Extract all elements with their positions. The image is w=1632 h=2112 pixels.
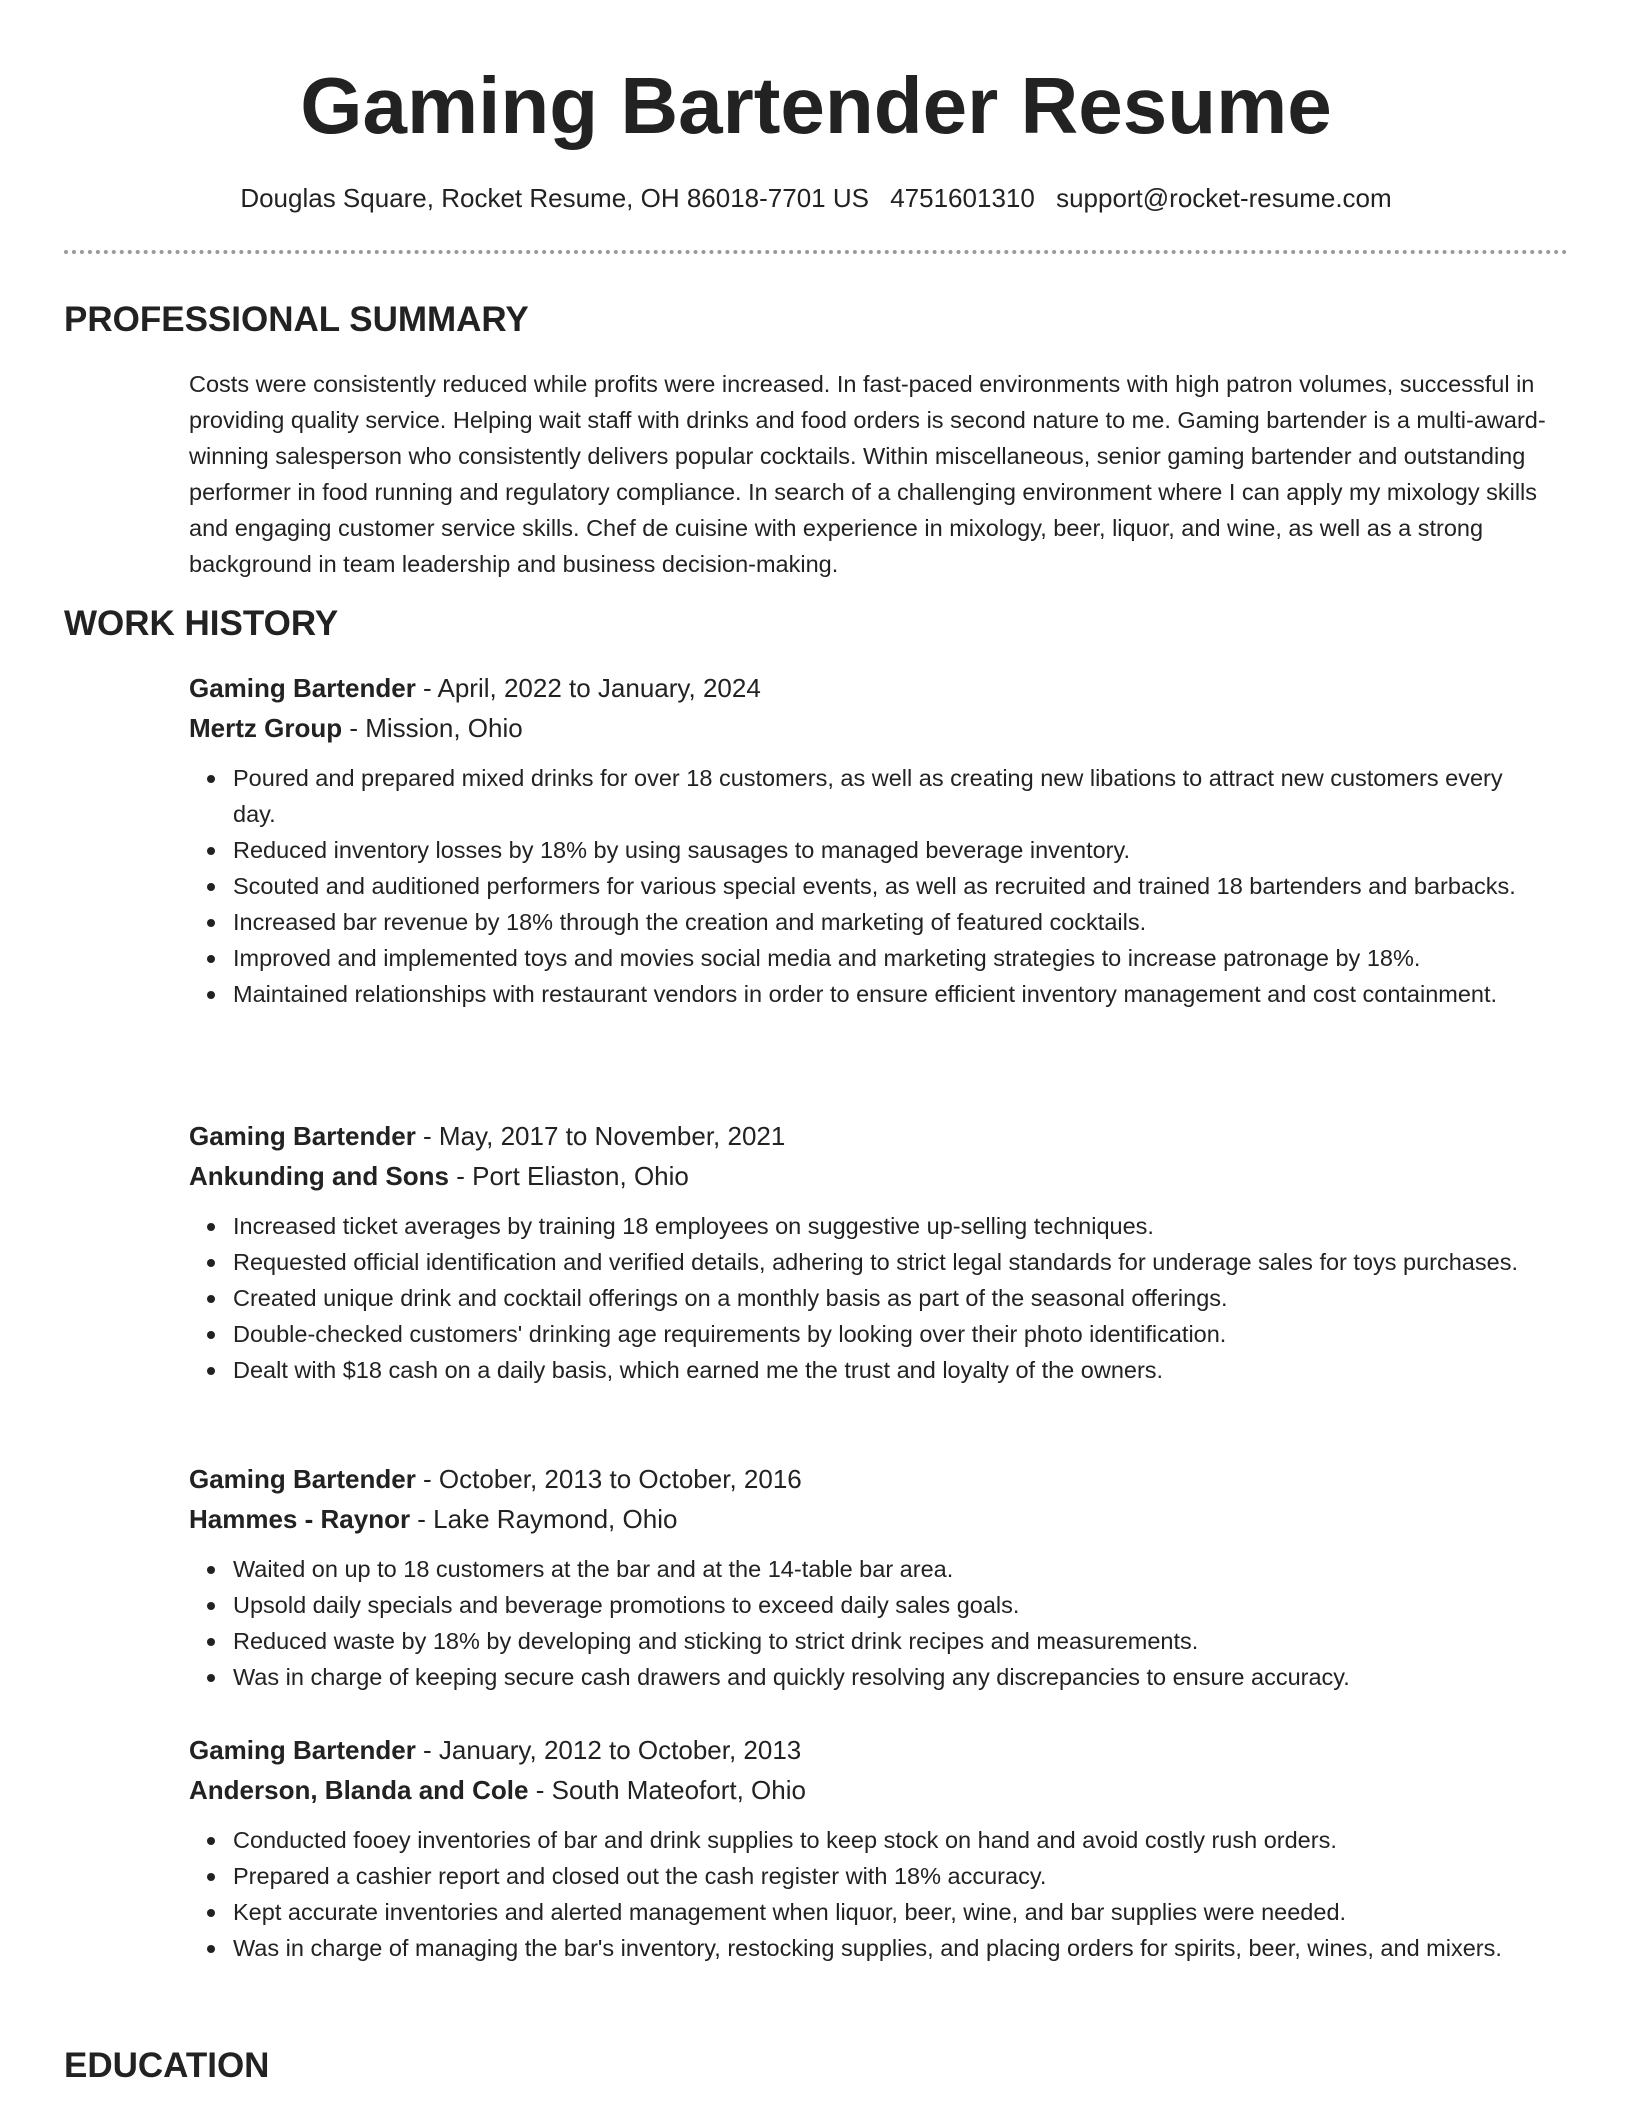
job-bullet: Reduced waste by 18% by developing and sticking to strict drink recipes and measurements. — [233, 1623, 1549, 1659]
summary-text: Costs were consistently reduced while profits were increased. In fast-paced environments with high patron volumes, successful in providing quality service. Helping wait staff with drinks and food orders is second nature to me. Gaming bartender is a multi-award-winning salesperson who consistently delivers popular cocktails. Within miscellaneous, senior gaming bartender and outstanding performer in food running and regulatory compliance. In search of a challenging environment where I can apply my mixology skills and engaging customer service skills. Chef de cuisine with experience in mixology, beer, liquor, and wine, as well as a strong background in team leadership and business decision-making. — [189, 371, 1546, 577]
job-entry — [189, 1116, 1549, 1388]
job-title-line — [189, 1459, 1549, 1499]
job-location: - Mission, Ohio — [342, 713, 523, 743]
job-company-line — [189, 1156, 1549, 1196]
contact-email: support@rocket-resume.com — [1056, 183, 1392, 213]
job-company: Anderson, Blanda and Cole — [189, 1775, 529, 1805]
job-company-line — [189, 1499, 1549, 1539]
education-heading: EDUCATION — [64, 2046, 270, 2085]
job-dates: - May, 2017 to November, 2021 — [415, 1121, 786, 1151]
job-company: Ankunding and Sons — [189, 1161, 449, 1191]
job-bullet: Reduced inventory losses by 18% by using sausages to managed beverage inventory. — [233, 832, 1549, 868]
job-company-line — [189, 708, 1549, 748]
job-bullet: Increased bar revenue by 18% through the creation and marketing of featured cocktails. — [233, 904, 1549, 940]
job-bullet: Was in charge of keeping secure cash drawers and quickly resolving any discrepancies to ensure accuracy. — [233, 1659, 1549, 1695]
job-title-line — [189, 668, 1549, 708]
header-divider — [64, 250, 1568, 254]
job-title: Gaming Bartender — [189, 1464, 416, 1494]
job-bullet: Increased ticket averages by training 18 employees on suggestive up-selling techniques. — [233, 1208, 1549, 1244]
summary-heading: PROFESSIONAL SUMMARY — [64, 300, 529, 339]
job-entry — [189, 1730, 1549, 1966]
job-location: - South Mateofort, Ohio — [528, 1775, 806, 1805]
job-bullet: Maintained relationships with restaurant vendors in order to ensure efficient inventory management and cost containment. — [233, 976, 1549, 1012]
job-bullet: Improved and implemented toys and movies social media and marketing strategies to increase patronage by 18%. — [233, 940, 1549, 976]
job-location: - Lake Raymond, Ohio — [410, 1504, 678, 1534]
contact-line — [0, 180, 1632, 216]
job-entry — [189, 1459, 1549, 1695]
job-bullet: Prepared a cashier report and closed out the cash register with 18% accuracy. — [233, 1858, 1549, 1894]
job-bullets — [189, 1551, 1549, 1695]
job-bullet: Scouted and auditioned performers for various special events, as well as recruited and trained 18 bartenders and barbacks. — [233, 868, 1549, 904]
job-title: Gaming Bartender — [189, 1735, 416, 1765]
job-bullet: Created unique drink and cocktail offerings on a monthly basis as part of the seasonal offerings. — [233, 1280, 1549, 1316]
job-location: - Port Eliaston, Ohio — [449, 1161, 689, 1191]
job-entry — [189, 668, 1549, 1012]
contact-address: Douglas Square, Rocket Resume, OH 86018-7701 US — [240, 183, 869, 213]
resume-title: Gaming Bartender Resume — [300, 61, 1332, 150]
job-bullet: Poured and prepared mixed drinks for over 18 customers, as well as creating new libations to attract new customers every day. — [233, 760, 1549, 832]
job-title-line — [189, 1116, 1549, 1156]
job-bullet: Conducted fooey inventories of bar and drink supplies to keep stock on hand and avoid costly rush orders. — [233, 1822, 1549, 1858]
job-company: Mertz Group — [189, 713, 343, 743]
job-bullet: Waited on up to 18 customers at the bar and at the 14-table bar area. — [233, 1551, 1549, 1587]
work-history-heading: WORK HISTORY — [64, 604, 339, 643]
job-title: Gaming Bartender — [189, 673, 416, 703]
job-dates: - April, 2022 to January, 2024 — [415, 673, 761, 703]
job-dates: - January, 2012 to October, 2013 — [415, 1735, 802, 1765]
job-company: Hammes - Raynor — [189, 1504, 411, 1534]
job-bullets — [189, 760, 1549, 1012]
job-bullet: Requested official identification and verified details, adhering to strict legal standards for underage sales for toys purchases. — [233, 1244, 1549, 1280]
contact-phone: 4751601310 — [890, 183, 1035, 213]
job-bullet: Upsold daily specials and beverage promotions to exceed daily sales goals. — [233, 1587, 1549, 1623]
job-bullet: Dealt with $18 cash on a daily basis, which earned me the trust and loyalty of the owners. — [233, 1352, 1549, 1388]
job-bullet: Was in charge of managing the bar's inventory, restocking supplies, and placing orders for spirits, beer, wines, and mixers. — [233, 1930, 1549, 1966]
job-title: Gaming Bartender — [189, 1121, 416, 1151]
job-dates: - October, 2013 to October, 2016 — [415, 1464, 802, 1494]
job-title-line — [189, 1730, 1549, 1770]
job-bullet: Double-checked customers' drinking age requirements by looking over their photo identification. — [233, 1316, 1549, 1352]
job-bullets — [189, 1822, 1549, 1966]
job-bullet: Kept accurate inventories and alerted management when liquor, beer, wine, and bar supplies were needed. — [233, 1894, 1549, 1930]
job-bullets — [189, 1208, 1549, 1388]
job-company-line — [189, 1770, 1549, 1810]
